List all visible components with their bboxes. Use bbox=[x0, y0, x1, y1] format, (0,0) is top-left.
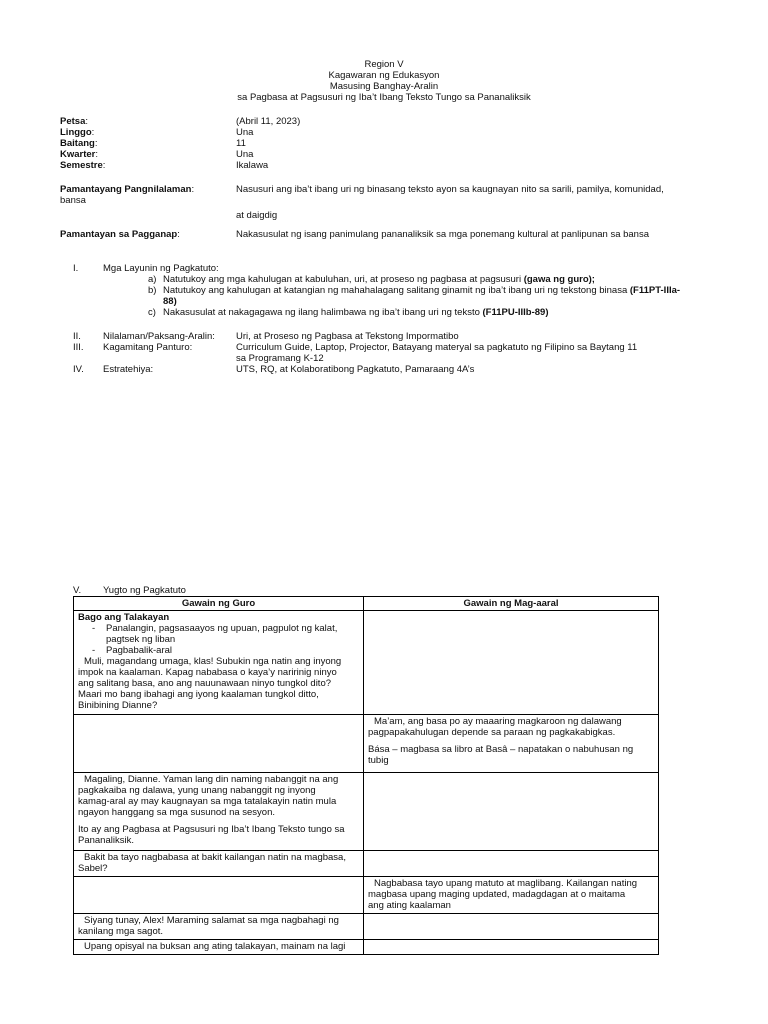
magaaral-cell bbox=[364, 611, 659, 715]
info-value: Una bbox=[236, 149, 254, 160]
section-value: UTS, RQ, at Kolaboratibong Pagkatuto, Pamaraang 4A’s bbox=[236, 364, 475, 375]
info-label: Petsa bbox=[60, 116, 86, 127]
standard-value: Nasusuri ang iba’t ibang uri ng binasang teksto ayon sa kaugnayan nito sa sarili, pamilya, komunidad, bbox=[236, 184, 664, 195]
sections-block bbox=[73, 331, 713, 375]
document-header bbox=[0, 59, 768, 103]
layunin-item bbox=[73, 285, 713, 296]
layunin-item bbox=[73, 307, 713, 318]
info-value: Ikalawa bbox=[236, 160, 269, 171]
magaaral-cell bbox=[364, 914, 659, 940]
section-value: Curriculum Guide, Laptop, Projector, Batayang materyal sa pagkatuto ng Filipino sa Baytang 11 bbox=[236, 342, 638, 353]
cell-line: magbasa upang maging updated, madagdagan at o maitama bbox=[368, 889, 626, 900]
layunin-item bbox=[73, 274, 713, 285]
yugto-table bbox=[73, 596, 659, 955]
magaaral-cell bbox=[364, 877, 659, 914]
info-row-linggo: Linggo: Una bbox=[60, 127, 254, 138]
cell-line: Siyang tunay, Alex! Maraming salamat sa mga nagbahagi ng bbox=[84, 915, 339, 926]
table-row bbox=[74, 773, 659, 851]
magaaral-cell bbox=[364, 851, 659, 877]
item-code: (F11PU-IIIb-89) bbox=[482, 307, 549, 318]
section-value-wrap: sa Programang K-12 bbox=[236, 353, 324, 364]
section-title: Mga Layunin ng Pagkatuto: bbox=[103, 263, 219, 274]
cell-line: Maari mo bang ibahagi ang iyong kaalaman tungkol ditto, bbox=[78, 689, 319, 700]
section-number: III. bbox=[73, 342, 84, 353]
cell-line: ang ating kaalaman bbox=[368, 900, 451, 911]
info-value: Una bbox=[236, 127, 254, 138]
header-region: Region V bbox=[364, 59, 404, 70]
standard-label: Pamantayang Pangnilalaman bbox=[60, 184, 192, 195]
guro-cell bbox=[74, 773, 364, 851]
item-code: (F11PT-IIIa- bbox=[629, 285, 681, 296]
yugto-heading bbox=[73, 585, 373, 596]
section-row-nilalaman bbox=[73, 331, 713, 342]
table-row bbox=[74, 851, 659, 877]
cell-line: kanilang mga sagot. bbox=[78, 926, 164, 937]
section-number: I. bbox=[73, 263, 79, 274]
item-code-wrap: 88) bbox=[163, 296, 177, 307]
guro-cell bbox=[74, 851, 364, 877]
list-item: - Panalangin, pagsasaayos ng upuan, pagpulot ng kalat, pagtsek ng liban bbox=[92, 623, 359, 645]
cell-line: Upang opisyal na buksan ang ating talakayan, mainam na lagi bbox=[84, 941, 346, 952]
item-text: Nakasusulat at nakagagawa ng ilang halimbawa ng iba’t ibang uri ng teksto bbox=[163, 307, 483, 318]
section-label: Nilalaman/Paksang-Aralin: bbox=[103, 331, 215, 342]
guro-cell bbox=[74, 940, 364, 955]
cell-line: tubig bbox=[368, 755, 389, 766]
table-row bbox=[74, 877, 659, 914]
table-row bbox=[74, 611, 659, 715]
header-department: Kagawaran ng Edukasyon bbox=[328, 70, 440, 81]
cell-line: Nagbabasa tayo upang matuto at maglibang. Kailangan nating bbox=[374, 878, 638, 889]
cell-line: Muli, magandang umaga, klas! Subukin nga natin ang inyong bbox=[84, 656, 342, 667]
cell-line: Ito ay ang Pagbasa at Pagsusuri ng Iba’t Ibang Teksto tungo sa bbox=[78, 824, 345, 835]
cell-line: impok na kaalaman. Kapag nababasa o kaya’y naririnig ninyo bbox=[78, 667, 337, 678]
section-number: II. bbox=[73, 331, 81, 342]
cell-line: kamag-aral ay may kaugnayan sa mga tatalakayin natin mula bbox=[78, 796, 337, 807]
item-text: Natutukoy ang mga kahulugan at kabuluhan, uri, at proseso ng pagbasa at pagsusuri bbox=[163, 274, 524, 285]
section-title: Yugto ng Pagkatuto bbox=[103, 585, 186, 596]
info-label: Baitang bbox=[60, 138, 95, 149]
info-label: Kwarter bbox=[60, 149, 96, 160]
cell-line: Ma’am, ang basa po ay maaaring magkaroon ng dalawang bbox=[374, 716, 622, 727]
table-row bbox=[74, 940, 659, 955]
section-label: Estratehiya: bbox=[103, 364, 154, 375]
cell-heading: Bago ang Talakayan bbox=[78, 612, 170, 623]
info-row-petsa: Petsa: (Abril 11, 2023) bbox=[60, 116, 301, 127]
standard-value: Nakasusulat ng isang panimulang pananaliksik sa mga ponemang kultural at panlipunan sa bansa bbox=[236, 229, 649, 240]
cell-line: Sabel? bbox=[78, 863, 108, 874]
cell-line: pagpapakahulugan depende sa paraan ng pagkakabigkas. bbox=[368, 727, 616, 738]
guro-cell bbox=[74, 715, 364, 773]
cell-line: ngayon hanggang sa mga susunod na sesyon. bbox=[78, 807, 276, 818]
layunin-section bbox=[73, 263, 713, 318]
magaaral-cell bbox=[364, 715, 659, 773]
guro-cell bbox=[74, 611, 364, 715]
section-number: IV. bbox=[73, 364, 84, 375]
item-text: Natutukoy ang kahulugan at katangian ng mahahalagang salitang ginamit ng iba’t ibang uri ng tekstong binasa bbox=[163, 285, 630, 296]
cell-line: pagkakaiba ng dalawa, yung unang nabanggit ng inyong bbox=[78, 785, 316, 796]
section-value: Uri, at Proseso ng Pagbasa at Tekstong Impormatibo bbox=[236, 331, 459, 342]
cell-line: Magaling, Dianne. Yaman lang din naming nabanggit na ang bbox=[84, 774, 339, 785]
header-plan-title: Masusing Banghay-Aralin bbox=[329, 81, 439, 92]
cell-line: Bakit ba tayo nagbabasa at bakit kailangan natin na magbasa, bbox=[84, 852, 346, 863]
magaaral-cell bbox=[364, 773, 659, 851]
activity-list bbox=[78, 623, 359, 656]
info-label: Linggo bbox=[60, 127, 92, 138]
info-value: (Abril 11, 2023) bbox=[236, 116, 301, 127]
item-letter: a) bbox=[148, 274, 157, 285]
pamantayan-sa-pagganap: Pamantayan sa Pagganap: Nakasusulat ng isang panimulang pananaliksik sa mga ponemang kultural at panlipunan sa bansa bbox=[60, 229, 649, 240]
header-subject: sa Pagbasa at Pagsusuri ng Iba’t Ibang Teksto Tungo sa Pananaliksik bbox=[237, 92, 531, 103]
guro-cell bbox=[74, 914, 364, 940]
list-item: - Pagbabalik-aral bbox=[92, 645, 359, 656]
section-row-estratehiya bbox=[73, 364, 713, 375]
section-label: Kagamitang Panturo: bbox=[103, 342, 193, 353]
table-row bbox=[74, 914, 659, 940]
table-header-row bbox=[74, 597, 659, 611]
col-header-magaaral: Gawain ng Mag-aaral bbox=[364, 597, 659, 611]
magaaral-cell bbox=[364, 940, 659, 955]
cell-line: Binibining Dianne? bbox=[78, 700, 158, 711]
info-row-kwarter: Kwarter: Una bbox=[60, 149, 254, 160]
item-letter: b) bbox=[148, 285, 157, 296]
section-number: V. bbox=[73, 585, 82, 596]
col-header-guro: Gawain ng Guro bbox=[74, 597, 364, 611]
info-label: Semestre bbox=[60, 160, 103, 171]
cell-line: Básа – magbasa sa libro at Basâ – napatakan o nabuhusan ng bbox=[368, 744, 634, 755]
info-block bbox=[60, 116, 720, 171]
table-row bbox=[74, 715, 659, 773]
info-row-baitang: Baitang: 11 bbox=[60, 138, 246, 149]
cell-line: ang salitang basa, ano ang nauunawaan ninyo tungkol dito? bbox=[78, 678, 332, 689]
info-value: 11 bbox=[236, 138, 246, 149]
section-row-kagamitan bbox=[73, 342, 713, 353]
cell-line: Pananaliksik. bbox=[78, 835, 134, 846]
standard-value-cont: at daigdig bbox=[236, 210, 278, 221]
standard-value-wrap: bansa bbox=[60, 195, 86, 206]
guro-cell bbox=[74, 877, 364, 914]
pamantayang-pangnilalaman: Pamantayang Pangnilalaman: Nasusuri ang iba’t ibang uri ng binasang teksto ayon sa kaugnayan nito sa sarili, pamilya, komunidad, bansa at daigdig bbox=[60, 184, 720, 221]
info-row-semestre: Semestre: Ikalawa bbox=[60, 160, 269, 171]
standard-label: Pamantayan sa Pagganap bbox=[60, 229, 178, 240]
item-code: (gawa ng guro); bbox=[523, 274, 595, 285]
item-letter: c) bbox=[148, 307, 156, 318]
